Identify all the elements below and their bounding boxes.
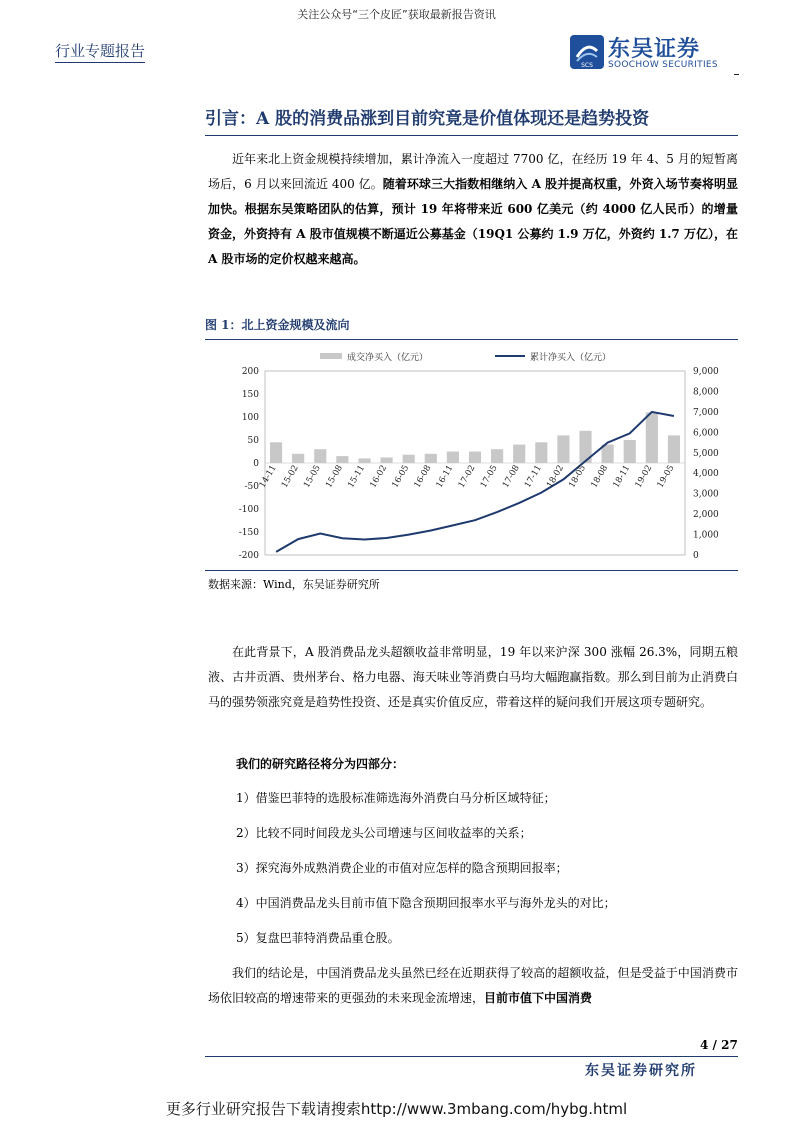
logo-name-cn: 东吴证券 <box>608 37 701 62</box>
y-left-tick-label: 100 <box>241 413 259 423</box>
header-divider <box>734 74 739 75</box>
x-tick-label: 16-05 <box>390 463 412 490</box>
company-logo <box>568 30 738 74</box>
research-step-4: 4）中国消费品龙头目前市值下隐含预期回报率水平与海外龙头的对比； <box>236 896 616 910</box>
y-right-tick-label: 3,000 <box>693 489 719 500</box>
flow-bar <box>469 452 481 464</box>
y-right-tick-label: 8,000 <box>693 387 719 398</box>
x-tick-label: 18-02 <box>545 463 567 490</box>
flow-bar <box>668 435 680 463</box>
x-tick-label: 15-08 <box>324 463 345 490</box>
y-right-tick-label: 1,000 <box>693 530 719 541</box>
flow-bar <box>624 440 636 463</box>
flow-bar <box>513 445 525 463</box>
intro-bold: 随着环球三大指数相继纳入 A 股并提高权重，外资入场节奏将明显加快。根据东吴策略团队的估算，预计 19 年将带来近 600 亿美元（约 4000 亿人民币）的增量资金，外资持有 A 股市值规模不断逼近公募基金（19Q1 公募约 1.9 万亿，外资约 1.7 万亿），在 A 股市场的定价权越来越高。 <box>208 177 738 266</box>
context-paragraph: 在此背景下，A 股消费品龙头超额收益非常明显，19 年以来沪深 300 涨幅 26.3%，同期五粮液、古井贡酒、贵州茅台、格力电器、海天味业等消费白马均大幅跑赢指数。那么到目前为止消费白马的强势领涨究竟是趋势性投资、还是真实价值反应，带着这样的疑问我们开展这项专题研究。 <box>208 645 738 709</box>
flow-bar <box>270 442 282 463</box>
x-tick-label: 17-02 <box>456 463 478 490</box>
research-path-heading: 我们的研究路径将分为四部分： <box>236 757 405 771</box>
figure-title: 图 1：北上资金规模及流向 <box>205 316 738 340</box>
flow-bar <box>425 454 437 463</box>
x-tick-label: 17-08 <box>500 463 522 490</box>
y-right-tick-label: 7,000 <box>693 407 719 418</box>
y-left-tick-label: -150 <box>238 528 259 538</box>
page-number: 4 / 27 <box>700 1038 738 1052</box>
x-tick-label: 14-11 <box>257 463 279 490</box>
figure-source: 数据来源：Wind，东吴证券研究所 <box>208 578 380 591</box>
legend-bar-swatch <box>320 353 342 359</box>
y-right-tick-label: 2,000 <box>693 510 719 521</box>
northbound-flow-chart <box>205 345 740 570</box>
logo-abbr: SCS <box>581 62 593 69</box>
y-left-tick-label: 50 <box>247 436 259 446</box>
intro-paragraph <box>208 147 738 272</box>
x-tick-label: 16-08 <box>412 463 434 490</box>
y-left-tick-label: 150 <box>241 390 259 400</box>
section-headline: 引言：A 股的消费品涨到目前究竟是价值体现还是趋势投资 <box>205 104 738 136</box>
flow-bar <box>292 454 304 463</box>
legend-label-line: 累计净买入（亿元） <box>530 353 612 363</box>
y-left-tick-label: 0 <box>253 459 259 469</box>
flow-bar <box>491 449 503 463</box>
y-left-tick-label: -100 <box>238 505 259 515</box>
x-tick-label: 18-08 <box>589 463 611 490</box>
x-tick-label: 17-11 <box>522 463 544 490</box>
x-tick-label: 15-02 <box>279 463 301 490</box>
y-right-tick-label: 5,000 <box>693 448 719 459</box>
footer-divider <box>205 1056 738 1057</box>
flow-bar <box>314 449 326 463</box>
bottom-banner: 更多行业研究报告下载请搜索http://www.3mbang.com/hybg.html <box>165 1100 628 1118</box>
research-step-5: 5）复盘巴菲特消费品重仓股。 <box>236 931 400 945</box>
soochow-logo-icon <box>570 35 604 69</box>
x-tick-label: 17-05 <box>478 463 500 490</box>
x-tick-label: 15-11 <box>346 463 368 490</box>
x-tick-label: 18-11 <box>611 463 633 490</box>
logo-name-en: SOOCHOW SECURITIES <box>608 60 718 70</box>
flow-bar <box>358 458 370 463</box>
report-category: 行业专题报告 <box>55 40 145 63</box>
legend-label-bar: 成交净买入（亿元） <box>347 353 429 363</box>
flow-bar <box>535 442 547 463</box>
flow-bar <box>381 457 393 463</box>
y-left-tick-label: -50 <box>244 482 259 492</box>
research-step-3: 3）探究海外成熟消费企业的市值对应怎样的隐含预期回报率； <box>236 861 568 875</box>
flow-bar <box>447 452 459 464</box>
x-tick-label: 16-11 <box>434 463 456 490</box>
x-tick-label: 16-02 <box>368 463 390 490</box>
intro-plain: 近年来北上资金规模持续增加，累计净流入一度超过 7700 亿，在经历 19 年 4、5 月的短暂离场后，6 月以来回流近 400 亿。 <box>208 152 738 191</box>
y-left-tick-label: 200 <box>241 367 259 377</box>
y-right-tick-label: 9,000 <box>693 367 719 377</box>
y-left-tick-label: -200 <box>238 551 259 561</box>
x-tick-label: 18-05 <box>567 463 589 490</box>
research-step-2: 2）比较不同时间段龙头公司增速与区间收益率的关系； <box>236 826 532 840</box>
institute-name: 东吴证券研究所 <box>585 1063 697 1079</box>
figure-divider <box>205 570 738 571</box>
x-tick-label: 15-05 <box>301 463 323 490</box>
y-right-tick-label: 6,000 <box>693 428 719 439</box>
conclusion-bold: 目前市值下中国消费 <box>484 991 593 1005</box>
research-step-1: 1）借鉴巴菲特的选股标准筛选海外消费白马分析区域特征； <box>236 791 556 805</box>
flow-bar <box>403 455 415 463</box>
flow-bar <box>646 412 658 463</box>
top-banner: 关注公众号“三个皮匠”获取最新报告资讯 <box>297 8 496 21</box>
x-tick-label: 19-02 <box>633 463 655 490</box>
y-right-tick-label: 0 <box>693 551 699 561</box>
x-tick-label: 19-05 <box>655 463 677 490</box>
flow-bar <box>336 456 348 463</box>
conclusion-paragraph <box>208 961 738 1011</box>
conclusion-plain: 我们的结论是，中国消费品龙头虽然已经在近期获得了较高的超额收益，但是受益于中国消费市场依旧较高的增速带来的更强劲的未来现金流增速， <box>208 966 738 1005</box>
y-right-tick-label: 4,000 <box>693 469 719 480</box>
flow-bar <box>557 435 569 463</box>
